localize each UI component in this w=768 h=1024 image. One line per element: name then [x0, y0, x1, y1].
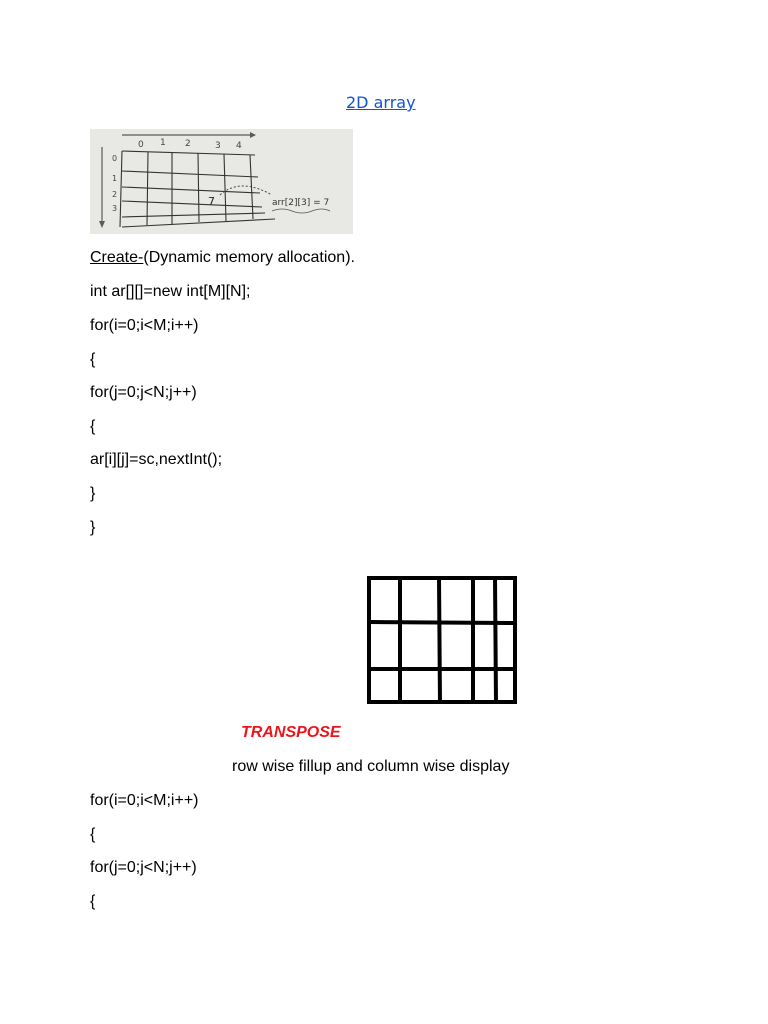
grid-figure — [367, 576, 517, 704]
create-line — [90, 248, 355, 268]
code-line: ar[i][j]=sc,nextInt(); — [90, 451, 223, 468]
row-label: 2 — [112, 190, 118, 199]
col-label: 2 — [185, 139, 191, 149]
code-line: for(i=0;i<M;i++) — [90, 317, 199, 334]
code-line: for(i=0;i<M;i++) — [90, 792, 199, 809]
code-line: for(j=0;j<N;j++) — [90, 859, 197, 876]
document-title[interactable]: 2D array — [346, 93, 416, 112]
code-line: { — [90, 418, 96, 435]
transpose-subtitle: row wise fillup and column wise display — [232, 758, 510, 775]
col-label: 1 — [160, 138, 166, 148]
code-line: { — [90, 826, 96, 843]
col-label: 0 — [138, 140, 144, 150]
row-label: 1 — [112, 174, 118, 183]
code-line: } — [90, 485, 96, 502]
col-label: 3 — [215, 141, 221, 151]
code-line: int ar[][]=new int[M][N]; — [90, 283, 251, 300]
cell-annotation: arr[2][3] = 7 — [272, 198, 330, 208]
transpose-heading: TRANSPOSE — [241, 724, 341, 741]
code-line: for(j=0;j<N;j++) — [90, 384, 197, 401]
cell-value: 7 — [208, 195, 215, 208]
code-line: { — [90, 351, 96, 368]
col-label: 4 — [236, 141, 242, 151]
row-label: 0 — [112, 154, 118, 163]
code-line: } — [90, 519, 96, 536]
handwritten-array-photo — [90, 129, 353, 234]
code-line: { — [90, 893, 96, 910]
row-label: 3 — [112, 204, 118, 213]
create-description: (Dynamic memory allocation). — [143, 249, 355, 266]
grid-drawing — [367, 576, 517, 704]
create-label: Create- — [90, 249, 144, 266]
array-sketch — [90, 129, 353, 234]
